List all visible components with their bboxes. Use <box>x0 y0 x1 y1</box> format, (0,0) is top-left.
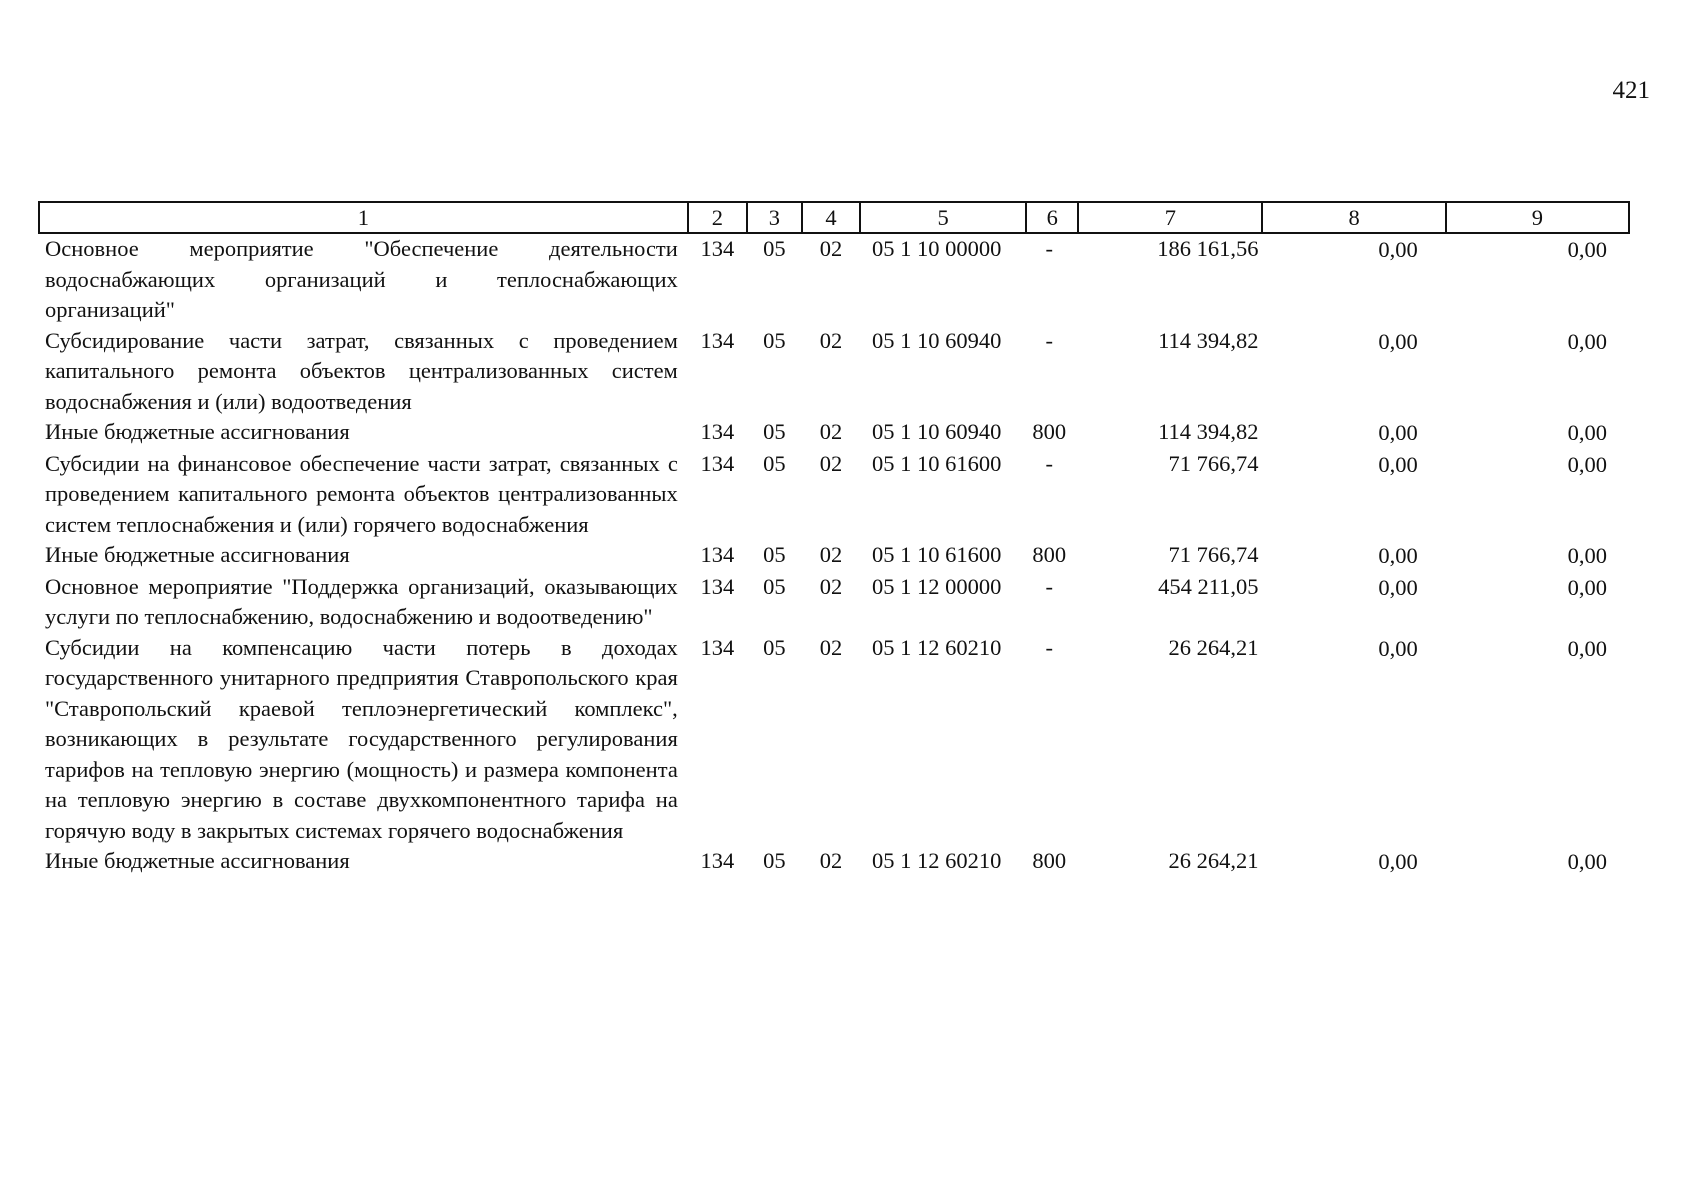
table-row <box>39 572 1629 633</box>
row-code-3: 05 <box>763 848 786 873</box>
budget-table <box>38 201 1630 878</box>
row-amount-9: 0,00 <box>1567 451 1607 477</box>
row-code-2: 134 <box>700 634 735 660</box>
row-name: Иные бюджетные ассигнования <box>45 419 350 444</box>
header-col-5: 5 <box>860 202 1026 233</box>
row-amount-8: 0,00 <box>1378 543 1418 568</box>
row-name: Субсидии на компенсацию части потерь в доходах государственного унитарного предприятия Ставропольского края "Ставропольский краевой теплоэнергетический комплекс", возникающих в результате государственного регулирования тарифов на тепловую энергию (мощность) и размера компонента на тепловую энергию в составе двухкомпонентного тарифа на горячую воду в закрытых системах горячего водоснабжения <box>45 634 678 843</box>
header-col-4: 4 <box>802 202 860 233</box>
row-name: Иные бюджетные ассигнования <box>45 848 350 873</box>
row-amount-8: 0,00 <box>1378 237 1418 262</box>
header-col-9: 9 <box>1446 202 1629 233</box>
row-amount-9: 0,00 <box>1567 543 1607 568</box>
row-code-4: 02 <box>819 419 843 444</box>
row-code-3: 05 <box>763 634 786 660</box>
row-code-2: 134 <box>700 848 735 873</box>
table-row <box>39 633 1629 847</box>
table-row <box>39 846 1629 878</box>
row-amount-7: 26 264,21 <box>1168 848 1259 873</box>
row-amount-8: 0,00 <box>1378 635 1418 661</box>
row-amount-8: 0,00 <box>1378 328 1418 354</box>
row-code-4: 02 <box>819 573 843 599</box>
row-code-2: 134 <box>700 573 735 599</box>
row-code-5: 05 1 12 60210 <box>872 634 1002 660</box>
row-amount-7: 71 766,74 <box>1168 450 1259 476</box>
header-col-8: 8 <box>1262 202 1445 233</box>
row-amount-9: 0,00 <box>1567 635 1607 661</box>
row-code-6: - <box>1045 327 1053 353</box>
row-code-3: 05 <box>763 327 786 353</box>
row-code-6: 800 <box>1032 419 1067 444</box>
header-col-7: 7 <box>1078 202 1262 233</box>
row-amount-7: 114 394,82 <box>1158 327 1259 353</box>
table-body <box>39 233 1629 878</box>
row-code-3: 05 <box>763 236 786 261</box>
row-code-4: 02 <box>819 327 843 353</box>
row-amount-9: 0,00 <box>1567 328 1607 354</box>
row-amount-7: 26 264,21 <box>1168 634 1259 660</box>
row-code-3: 05 <box>763 542 786 567</box>
row-amount-7: 186 161,56 <box>1157 236 1259 261</box>
row-code-2: 134 <box>700 419 735 444</box>
header-col-1: 1 <box>39 202 688 233</box>
row-code-2: 134 <box>700 450 735 476</box>
row-amount-9: 0,00 <box>1567 574 1607 600</box>
row-code-5: 05 1 10 61600 <box>872 542 1002 567</box>
header-col-2: 2 <box>688 202 747 233</box>
row-name: Основное мероприятие "Обеспечение деятельности водоснабжающих организаций и теплоснабжающих организаций" <box>45 236 678 322</box>
row-code-6: 800 <box>1032 542 1067 567</box>
table-row <box>39 449 1629 541</box>
table-row <box>39 417 1629 449</box>
header-row <box>39 202 1629 233</box>
row-amount-9: 0,00 <box>1567 237 1607 262</box>
row-code-2: 134 <box>700 327 735 353</box>
table-row <box>39 540 1629 572</box>
row-code-4: 02 <box>819 236 843 261</box>
row-amount-7: 71 766,74 <box>1168 542 1259 567</box>
header-col-3: 3 <box>747 202 802 233</box>
row-name: Субсидирование части затрат, связанных с проведением капитального ремонта объектов централизованных систем водоснабжения и (или) водоотведения <box>45 327 678 414</box>
row-code-5: 05 1 10 60940 <box>872 327 1002 353</box>
row-code-5: 05 1 10 61600 <box>872 450 1002 476</box>
row-amount-9: 0,00 <box>1567 849 1607 874</box>
row-code-5: 05 1 10 60940 <box>872 419 1002 444</box>
row-code-6: - <box>1045 573 1053 599</box>
row-code-4: 02 <box>819 542 843 567</box>
row-code-6: - <box>1045 450 1053 476</box>
row-amount-9: 0,00 <box>1567 420 1607 445</box>
row-name: Субсидии на финансовое обеспечение части затрат, связанных с проведением капитального ремонта объектов централизованных систем теплоснабжения и (или) горячего водоснабжения <box>45 450 678 537</box>
row-code-5: 05 1 12 60210 <box>872 848 1002 873</box>
row-code-5: 05 1 10 00000 <box>872 236 1002 261</box>
row-code-4: 02 <box>819 848 843 873</box>
row-code-3: 05 <box>763 573 786 599</box>
row-amount-8: 0,00 <box>1378 420 1418 445</box>
row-code-3: 05 <box>763 450 786 476</box>
header-col-6: 6 <box>1026 202 1078 233</box>
row-amount-8: 0,00 <box>1378 574 1418 600</box>
row-code-6: - <box>1045 236 1053 261</box>
row-code-4: 02 <box>819 450 843 476</box>
row-name: Иные бюджетные ассигнования <box>45 542 350 567</box>
row-name: Основное мероприятие "Поддержка организаций, оказывающих услуги по теплоснабжению, водоснабжению и водоотведению" <box>45 573 678 629</box>
row-code-2: 134 <box>700 236 735 261</box>
row-code-5: 05 1 12 00000 <box>872 573 1002 599</box>
table-header <box>39 202 1629 233</box>
page-number: 421 <box>1612 77 1650 104</box>
row-code-6: - <box>1045 634 1053 660</box>
row-code-6: 800 <box>1032 848 1067 873</box>
row-code-3: 05 <box>763 419 786 444</box>
row-code-4: 02 <box>819 634 843 660</box>
table-row <box>39 326 1629 418</box>
row-amount-8: 0,00 <box>1378 849 1418 874</box>
row-amount-7: 454 211,05 <box>1158 573 1259 599</box>
row-amount-7: 114 394,82 <box>1158 419 1259 444</box>
row-amount-8: 0,00 <box>1378 451 1418 477</box>
table-row <box>39 233 1629 326</box>
row-code-2: 134 <box>700 542 735 567</box>
